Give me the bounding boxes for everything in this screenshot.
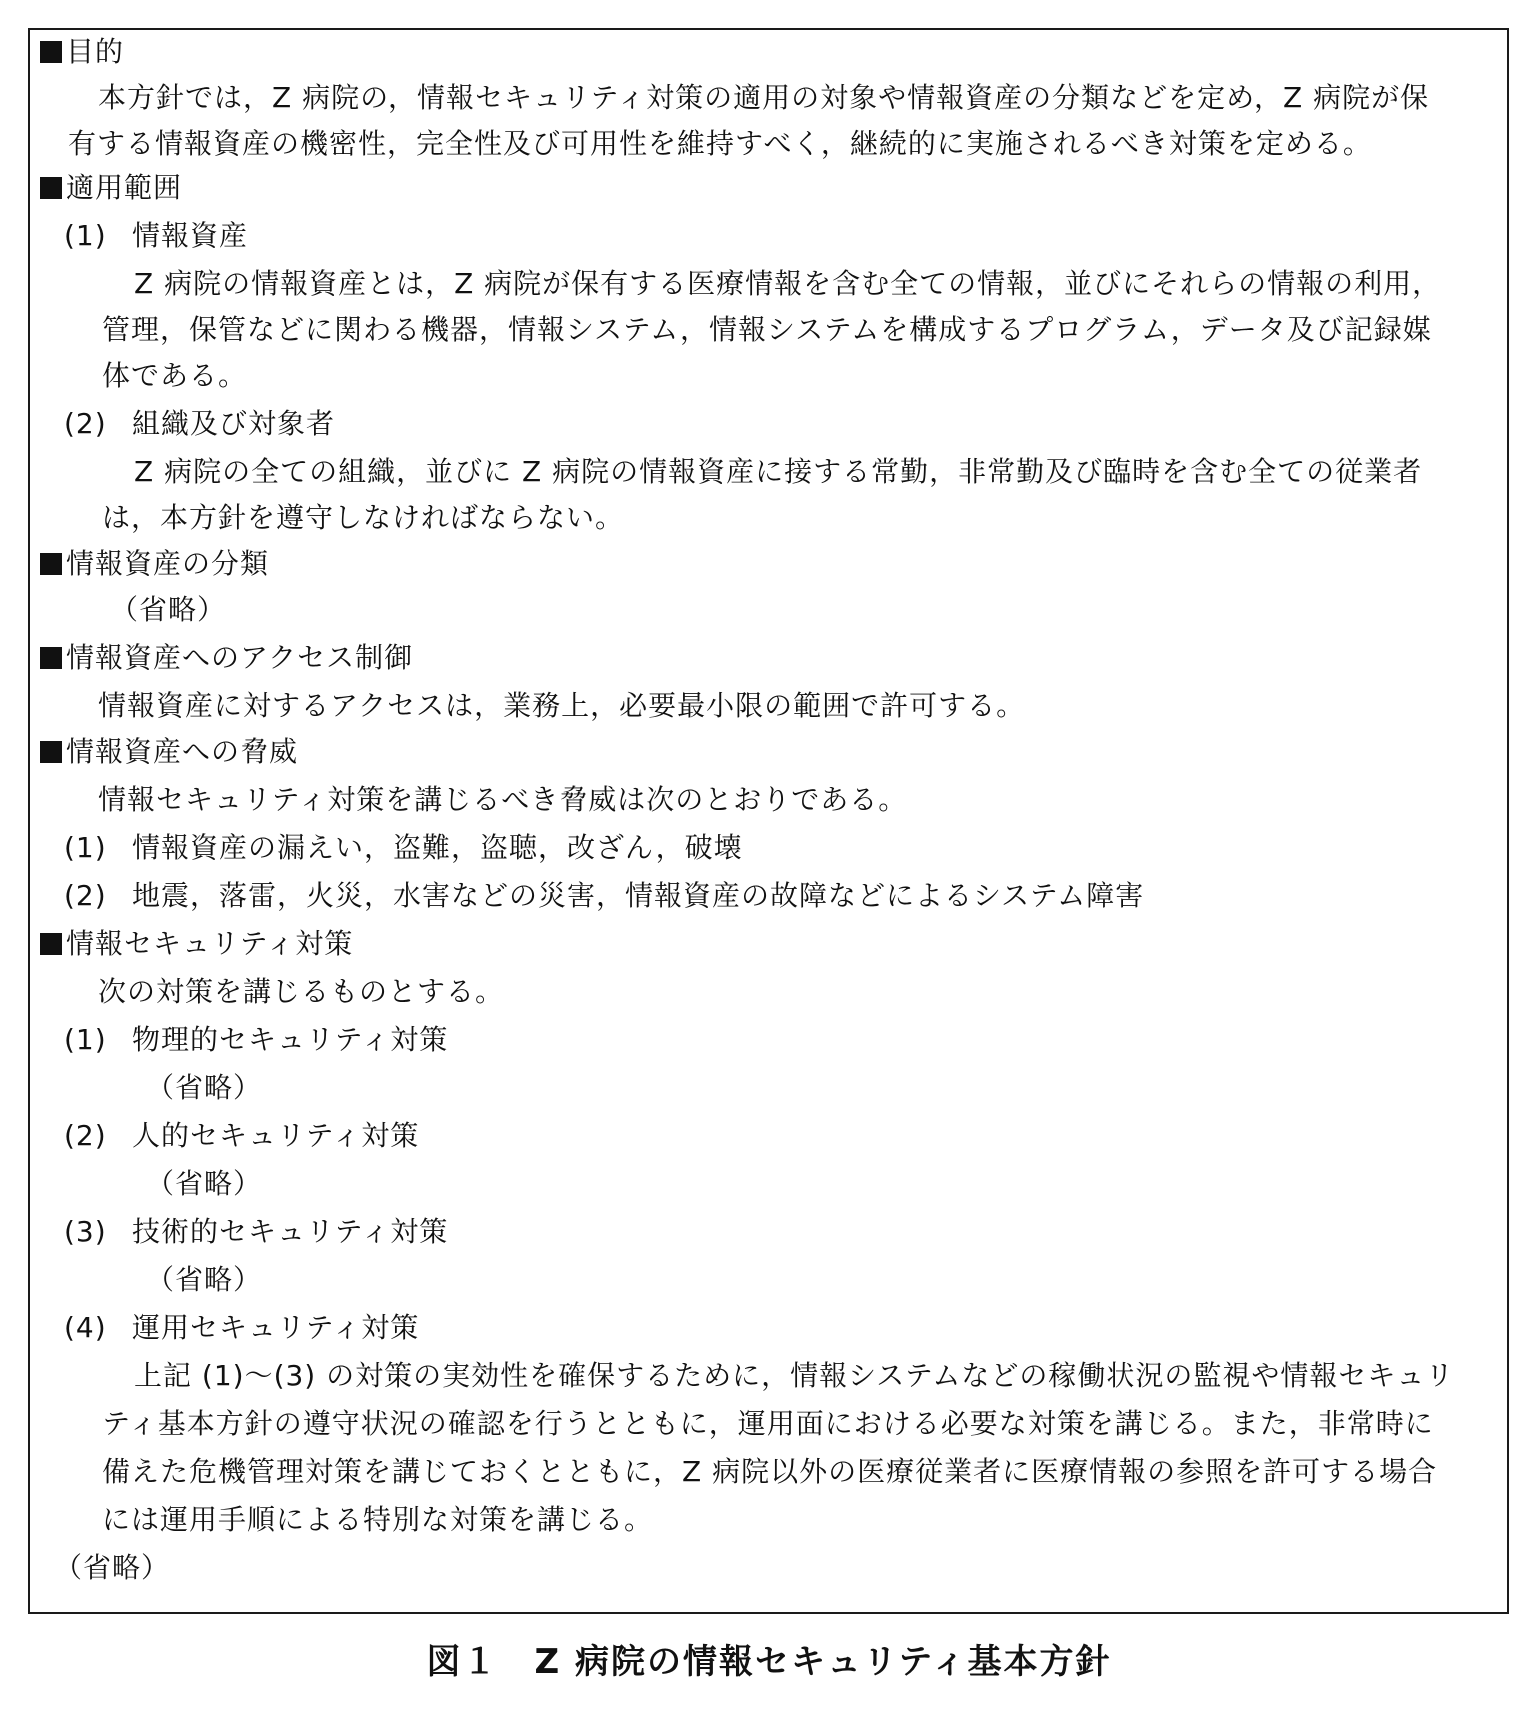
square-bullet-icon [40,933,62,955]
measure-3-omitted: （省略） [146,1263,263,1296]
measure-item-number-4: (4) [64,1311,107,1344]
section-heading-measures: 情報セキュリティ対策 [40,924,353,964]
square-bullet-icon [40,177,62,199]
scope-1-text-line-3: 体である。 [102,359,248,392]
scope-item-number-1: (1) [64,219,107,252]
square-bullet-icon [40,41,62,63]
policy-frame [28,28,1509,1614]
measure-item-title-1: 物理的セキュリティ対策 [132,1023,449,1056]
classification-omitted: （省略） [110,593,227,626]
section-heading-access: 情報資産へのアクセス制御 [40,638,413,678]
measure-2-omitted: （省略） [146,1167,263,1200]
section-heading-scope: 適用範囲 [40,168,182,208]
section-heading-classification: 情報資産の分類 [40,544,269,584]
measure-item-number-3: (3) [64,1215,107,1248]
measures-text-line-1: 次の対策を講じるものとする。 [98,975,505,1008]
threat-item-number-1: (1) [64,831,107,864]
purpose-text-line-1: 本方針では，Z 病院の，情報セキュリティ対策の適用の対象や情報資産の分類などを定め，Z 病院が保 [98,81,1430,114]
threat-item-number-2: (2) [64,879,107,912]
square-bullet-icon [40,741,62,763]
measure-4-text-line-4: には運用手順による特別な対策を講じる。 [102,1503,654,1536]
figure-caption: 図１ Z 病院の情報セキュリティ基本方針 [426,1642,1112,1682]
square-bullet-icon [40,647,62,669]
scope-2-text-line-2: は，本方針を遵守しなければならない。 [102,501,625,534]
measure-4-text-line-3: 備えた危機管理対策を講じておくとともに，Z 病院以外の医療従業者に医療情報の参照を許可する場合 [102,1455,1438,1488]
square-bullet-icon [40,553,62,575]
threat-text-line-1: 情報セキュリティ対策を講じるべき脅威は次のとおりである。 [98,783,908,816]
threat-item-text-2: 地震，落雷，火災，水害などの災害，情報資産の故障などによるシステム障害 [132,879,1145,912]
section-heading-purpose: 目的 [40,32,124,72]
scope-1-text-line-1: Z 病院の情報資産とは，Z 病院が保有する医療情報を含む全ての情報，並びにそれらの情報の利用， [134,267,1442,300]
purpose-text-line-2: 有する情報資産の機密性，完全性及び可用性を維持すべく，継続的に実施されるべき対策を定める。 [68,127,1372,160]
section-heading-threat: 情報資産への脅威 [40,732,298,772]
threat-item-text-1: 情報資産の漏えい，盗難，盗聴，改ざん，破壊 [132,831,743,864]
measure-item-number-2: (2) [64,1119,107,1152]
scope-2-text-line-1: Z 病院の全ての組織，並びに Z 病院の情報資産に接する常勤，非常勤及び臨時を含む全ての従業者 [134,455,1423,488]
scope-item-number-2: (2) [64,407,107,440]
measure-1-omitted: （省略） [146,1071,263,1104]
measure-item-number-1: (1) [64,1023,107,1056]
access-text-line-1: 情報資産に対するアクセスは，業務上，必要最小限の範囲で許可する。 [98,689,1026,722]
scope-item-title-2: 組織及び対象者 [132,407,336,440]
measure-item-title-2: 人的セキュリティ対策 [132,1119,420,1152]
measure-item-title-4: 運用セキュリティ対策 [132,1311,420,1344]
measure-item-title-3: 技術的セキュリティ対策 [132,1215,449,1248]
measure-4-text-line-2: ティ基本方針の遵守状況の確認を行うとともに，運用面における必要な対策を講じる。また，非常時に [102,1407,1434,1440]
scope-1-text-line-2: 管理，保管などに関わる機器，情報システム，情報システムを構成するプログラム，データ及び記録媒 [102,313,1432,346]
final-omitted: （省略） [54,1551,171,1584]
measure-4-text-line-1: 上記 (1)〜(3) の対策の実効性を確保するために，情報システムなどの稼働状況の監視や情報セキュリ [134,1359,1455,1392]
scope-item-title-1: 情報資産 [132,219,249,252]
